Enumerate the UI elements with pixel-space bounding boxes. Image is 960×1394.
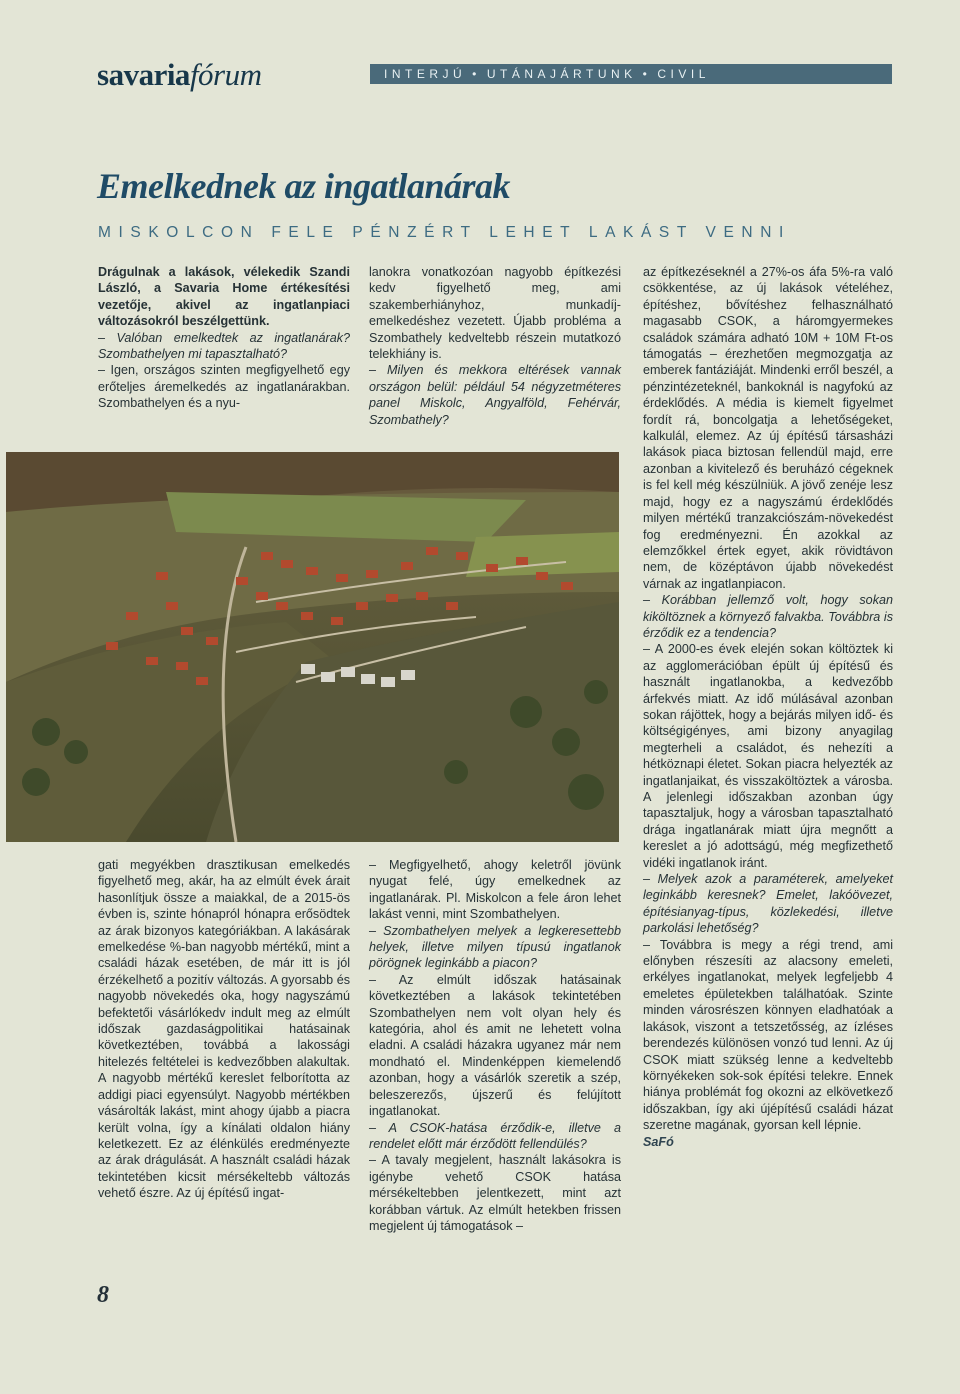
interview-question: – Valóban emelkedtek az ingatlanárak? Szombathelyen mi tapasztalható? [98, 330, 350, 362]
article-title: Emelkednek az ingatlanárak [97, 166, 511, 206]
nav-separator: • [642, 67, 652, 81]
column-2-top [369, 264, 621, 428]
nav-item-interju[interactable]: INTERJÚ [384, 67, 467, 81]
interview-question: – A CSOK-hatása érződik-e, illetve a rendelet előtt már érződött fellendülés? [369, 1120, 621, 1151]
interview-question: – Szombathelyen melyek a legkeresettebb helyek, illetve milyen típusú ingatlanok pörögnek leginkább a piacon? [369, 923, 621, 971]
column-3 [643, 264, 893, 1150]
column-1-top [98, 264, 350, 412]
nav-separator: • [472, 67, 481, 81]
section-nav-bar [370, 64, 892, 84]
article-lead: Drágulnak a lakások, vélekedik Szandi László, a Savaria Home értékesítési vezetője, akivel az ingatlanpiaci változásokról beszélgettünk. [98, 265, 350, 329]
column-1-bottom [98, 857, 350, 1202]
article-paragraph: – Megfigyelhető, ahogy keletről jövünk nyugat felé, úgy emelkednek az ingatlanárak. Pl. Miskolcon a fele áron lehet lakást venni, mint Szombathelyen. [369, 858, 621, 922]
nav-item-civil[interactable]: CIVIL [657, 67, 710, 81]
article-paragraph: az építkezéseknél a 27%-os áfa 5%-ra való csökkentése, az új lakások vételéhez, építéshez, bővítéshez felhasználható magasabb CSOK, a háromgyermekes családok számára adható 10M + 10M Ft-os támogatás – érezhetően megmozgatja az emberek fantáziáját. Mindenki erről beszél, a pénzintézeteknél, bankoknál is nagyfokú az érdeklődés. A média is kiemelt figyelmet fordít rá, boncolgatja a lehetőségeket, kalkulál, elemez. Az új építésű társasházi lakások piaca biztosan fellendül majd, erre azonban a kivitelező és beruházó cégeknek is fel kell még készülniük. A jövő zenéje lesz majd, hogy ez a nagyszámú érdeklődés milyen mértékű tranzakciószám-növekedést fog eredményezni. Én azokkal az elemzőkkel értek egyet, akik rövidtávon nem, de középtávon újabb növekedést várnak az ingatlanpiacon. [643, 265, 893, 591]
page-number: 8 [97, 1282, 109, 1308]
column-2-bottom [369, 857, 621, 1234]
logo-part1: savaria [97, 57, 190, 92]
article-paragraph: – Igen, országos szinten megfigyelhető egy erőteljes áremelkedés az ingatlanárakban. Szombathelyen és a nyu- [98, 363, 350, 411]
aerial-photo-housing-estate [6, 452, 619, 842]
article-paragraph: – Továbbra is megy a régi trend, ami előnyben részesíti az alacsony emeleti, erkélyes ingatlanokat, melyek legfeljebb 4 emeletes épületekben találhatóak. Szinte minden városrészen könnyen eladhatóak a lakások, viszont a tetszetősség, az ízléses berendezés különösen vonzó tud lenni. Az új CSOK miatt szükség lenne a kedveltebb környékeken sok-sok építési telekre. Ennek hiánya problémát fog okozni az elkövetkező időszakban, így aki újépítésű családi házat szeretne magának, gyorsan kell lépnie. [643, 937, 893, 1133]
article-paragraph: gati megyékben drasztikusan emelkedés figyelhető meg, akár, ha az elmúlt évek árait hasonlítjuk össze a maiakkal, de a 2015-ös évben is, szinte hónapról hónapra erősödtek az árak bizonyos kategóriákban. A lakásárak emelkedése %-ban nagyobb mértékű, mint a családi házak esetében, de már itt is jól érzékelhető a pozitív változás. A gyorsabb és nagyobb növekedés oka, hogy nagyszámú befektetői vásárlókedv indult meg az elmúlt időszak gazdaságpolitikai hatásainak következtében, továbbá a lakossági hitelezés feltételei is kedvezőbben alakultak. A nagyobb mértékű kereslet felborította az addigi piaci egyensúlyt. Nagyobb mértékben vásárolták lakást, mint ahogy újabb a piacra került volna, így a kínálati oldalon hiány keletkezett. Ez az élénkülés eredményezte az árak drágulását. A használt családi házak tekintetében kicsit mérsékeltebb változás vehető észre. Az új építésű ingat- [98, 858, 350, 1201]
article-paragraph: lanokra vonatkozóan nagyobb építkezési kedv figyelhető meg, ami szakemberhiányhoz, munkadíj-emelkedéshez vezetett. Újabb probléma a Szombathely kedveltebb részein mutatkozó telekhiány is. [369, 265, 621, 362]
interview-question: – Korábban jellemző volt, hogy sokan kiköltöznek a környező falvakba. Továbbra is érződik ez a tendencia? [643, 593, 893, 640]
article-paragraph: – A 2000-es évek elején sokan költöztek ki az agglomerációban épült új építésű és használt ingatlanokba, a kedvezőbb árfekvés miatt. Az idő múlásával azonban sokan rájöttek, hogy a bejárás milyen idő- és költségigényes, ami bizony anyagilag megterheli a családot, és nehezíti a hétköznapi életet. Sokan piacra helyezték az ingatlanjaikat, és visszaköltöztek a városba. A jelenlegi időszakban azonban úgy tapasztaljuk, hogy a városban tapasztalható drága ingatlanárak miatt újra megnőtt a kereslet a jó adottságú, még megfizethető vidéki ingatlanok iránt. [643, 642, 893, 870]
author-signature: SaFó [643, 1134, 674, 1149]
article-paragraph: – Az elmúlt időszak hatásainak következtében a lakások tekintetében Szombathelyen nem volt olyan hely és kategória, ahol és amit ne lehetett volna eladni. A családi házakra ugyanez már nem mondható el. Mindenképpen kiemelendő azonban, hogy a vásárlók szeretik a szép, beleszerezős, újszerű és felújított ingatlanokat. [369, 972, 621, 1119]
interview-question: – Milyen és mekkora eltérések vannak országon belül: például 54 négyzetméteres panel Miskolc, Angyalföld, Fehérvár, Szombathely? [369, 363, 621, 427]
article-subtitle: MISKOLCON FELE PÉNZÉRT LEHET LAKÁST VENNI [98, 224, 791, 241]
nav-item-utanajartunk[interactable]: UTÁNAJÁRTUNK [486, 67, 637, 81]
article-paragraph: – A tavaly megjelent, használt lakásokra is igénybe vehető CSOK hatása mérsékeltebben jelentkezett, mint azt korábban vártuk. Az elmúlt hetekben frissen megjelent új támogatások – [369, 1153, 621, 1233]
interview-question: – Melyek azok a paraméterek, amelyeket leginkább keresnek? Emelet, lakóövezet, építésianyag-típus, közlekedési, illetve parkolási lehetőség? [643, 872, 893, 936]
logo-part2: fórum [189, 57, 262, 92]
magazine-logo [97, 55, 262, 95]
